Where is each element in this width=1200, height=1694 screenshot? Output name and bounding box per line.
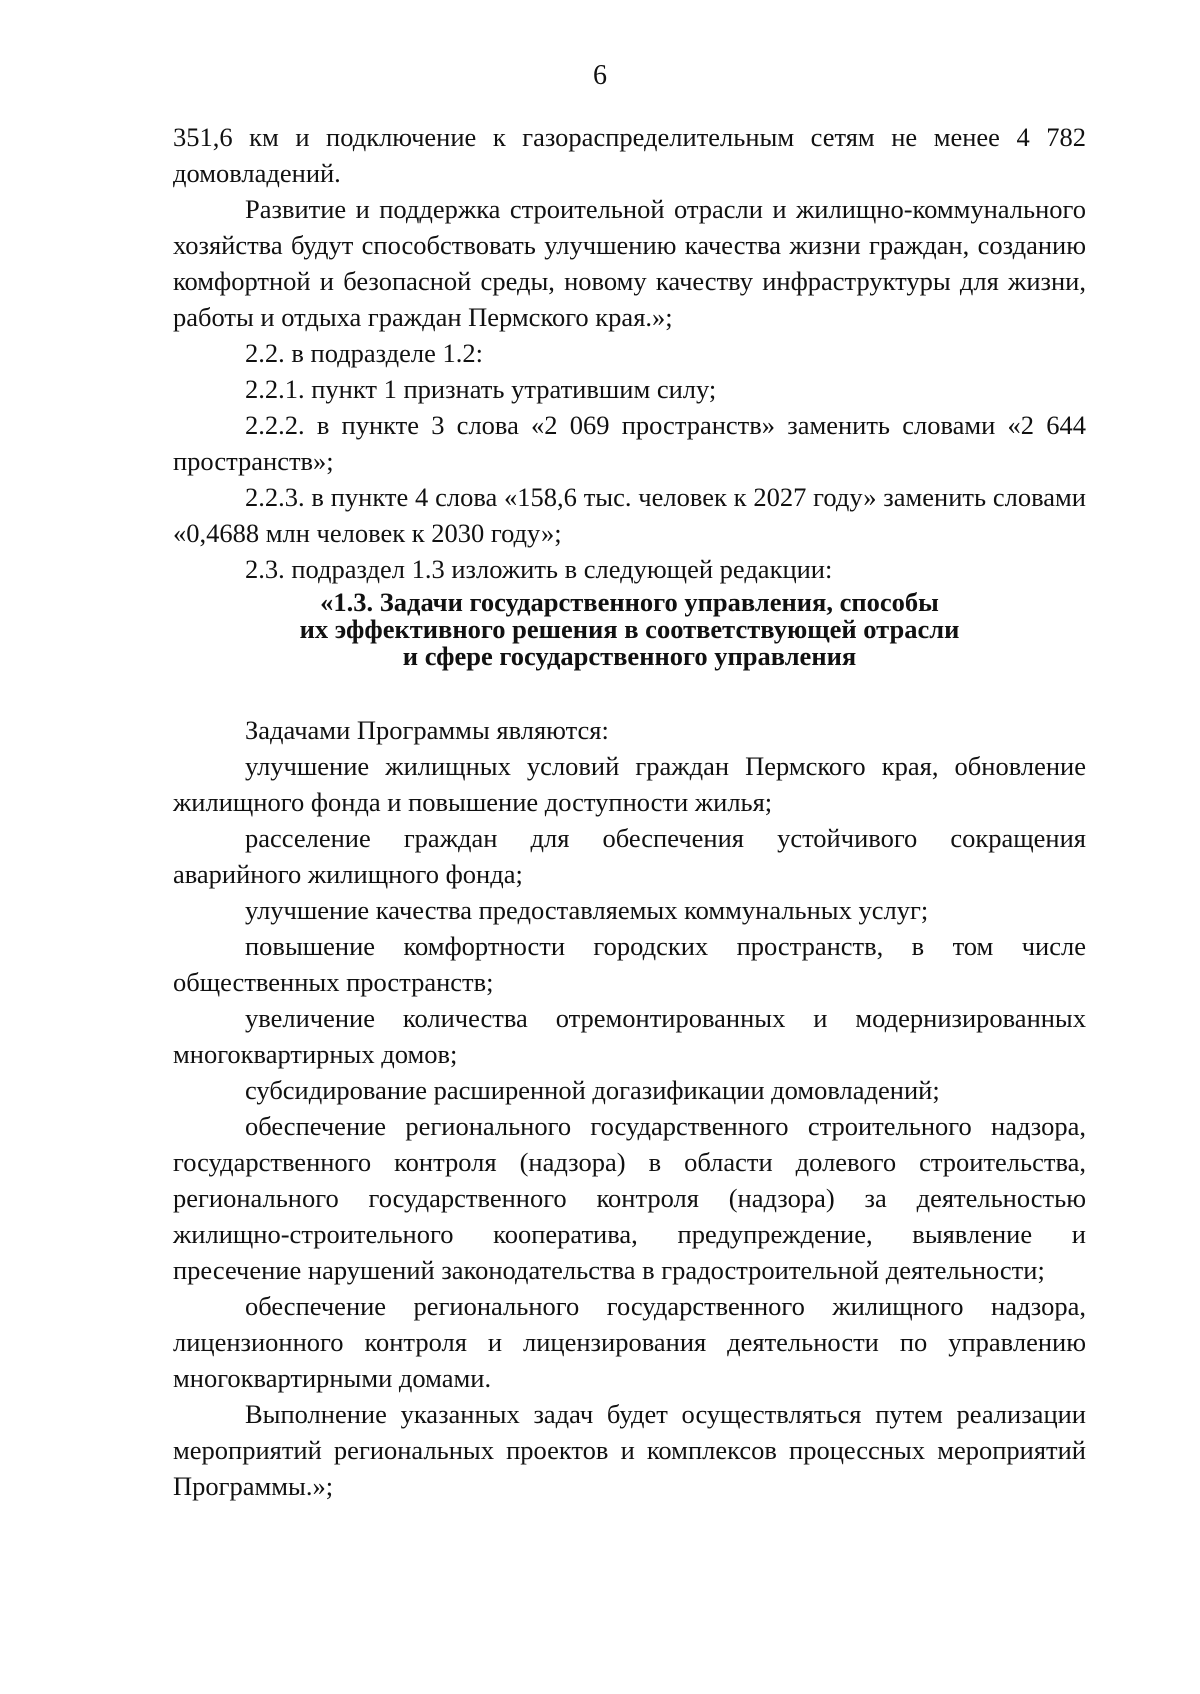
paragraphs-before-heading	[173, 119, 1086, 587]
page-number: 6	[593, 60, 607, 91]
section-heading	[173, 587, 1086, 712]
paragraph: субсидирование расширенной догазификации домовладений;	[245, 1075, 940, 1105]
paragraph: 2.2.3. в пункте 4 слова «158,6 тыс. человек к 2027 году» заменить словами «0,4688 млн человек к 2030 году»;	[173, 482, 1086, 548]
section-heading-line: и сфере государственного управления	[402, 641, 857, 671]
paragraph: 351,6 км и подключение к газораспределительным сетям не менее 4 782 домовладений.	[173, 122, 1086, 188]
paragraph: 2.2.2. в пункте 3 слова «2 069 пространств» заменить словами «2 644 пространств»;	[173, 410, 1086, 476]
paragraph: расселение граждан для обеспечения устойчивого сокращения аварийного жилищного фонда;	[173, 823, 1086, 889]
paragraph: Выполнение указанных задач будет осуществляться путем реализации мероприятий региональных проектов и комплексов процессных мероприятий Программы.»;	[173, 1399, 1086, 1501]
section-heading-line: их эффективного решения в соответствующей отрасли	[299, 614, 960, 644]
paragraph: 2.2. в подразделе 1.2:	[245, 338, 484, 368]
paragraph: Задачами Программы являются:	[245, 715, 609, 745]
paragraph: повышение комфортности городских пространств, в том числе общественных пространств;	[173, 931, 1086, 997]
document-body	[173, 119, 1086, 1504]
paragraph: обеспечение регионального государственного строительного надзора, государственного контроля (надзора) в области долевого строительства, регионального государственного контроля (надзора) за деятельностью жилищно-строительного кооператива, предупреждение, выявление и пресечение нарушений законодательства в градостроительной деятельности;	[173, 1111, 1086, 1285]
paragraph: улучшение качества предоставляемых коммунальных услуг;	[245, 895, 929, 925]
paragraph: обеспечение регионального государственного жилищного надзора, лицензионного контроля и лицензирования деятельности по управлению многоквартирными домами.	[173, 1291, 1086, 1393]
paragraph: 2.2.1. пункт 1 признать утратившим силу;	[245, 374, 717, 404]
paragraph: Развитие и поддержка строительной отрасли и жилищно-коммунального хозяйства будут способствовать улучшению качества жизни граждан, созданию комфортной и безопасной среды, новому качеству инфраструктуры для жизни, работы и отдыха граждан Пермского края.»;	[173, 194, 1086, 332]
section-heading-line: «1.3. Задачи государственного управления, способы	[320, 587, 939, 617]
paragraph: увеличение количества отремонтированных и модернизированных многоквартирных домов;	[173, 1003, 1086, 1069]
paragraphs-after-heading	[173, 712, 1086, 1504]
paragraph: 2.3. подраздел 1.3 изложить в следующей редакции:	[245, 554, 833, 584]
paragraph: улучшение жилищных условий граждан Пермского края, обновление жилищного фонда и повышение доступности жилья;	[173, 751, 1086, 817]
